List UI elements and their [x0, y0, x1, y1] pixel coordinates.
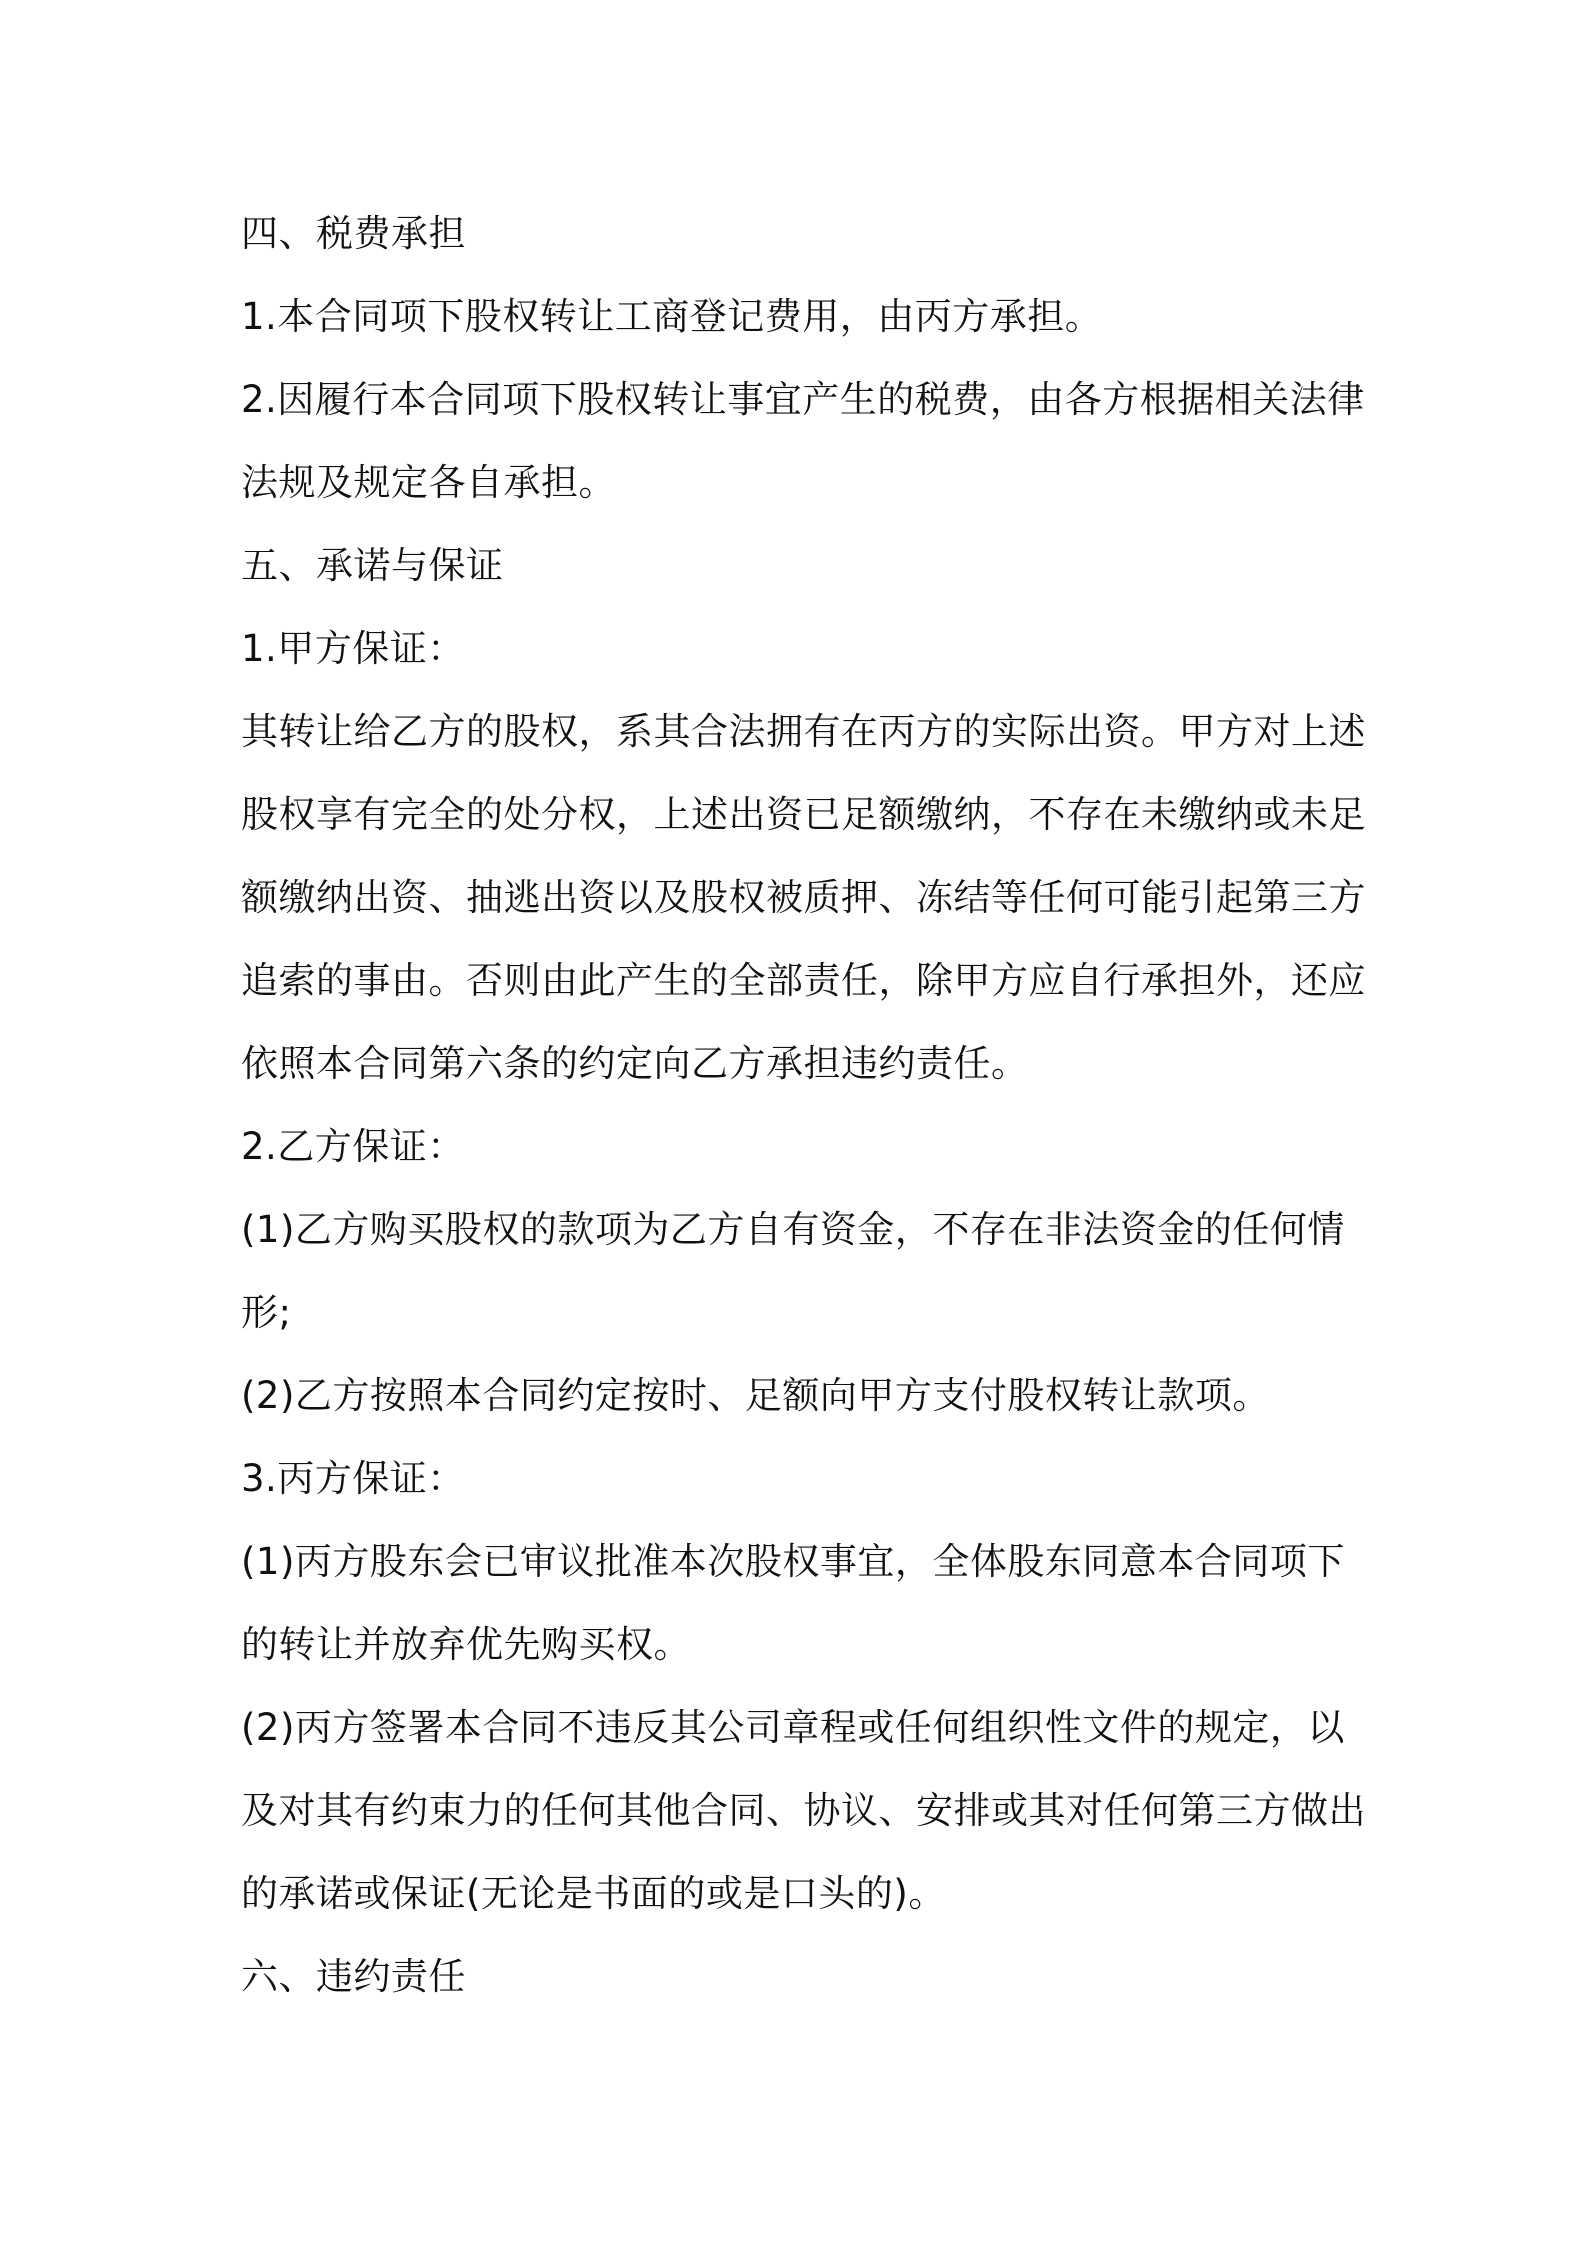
clause-5-3-2-line-2: 及对其有约束力的任何其他合同、协议、安排或其对任何第三方做出 [241, 1789, 1366, 1832]
clause-4-2-line-2: 法规及规定各自承担。 [241, 461, 616, 504]
clause-5-2-1-line-2: 形; [241, 1291, 292, 1334]
clause-5-1-line-1: 其转让给乙方的股权，系其合法拥有在丙方的实际出资。甲方对上述 [241, 710, 1366, 753]
clause-5-2-heading: 2.乙方保证： [241, 1125, 465, 1168]
clause-5-2-1-line-1: (1)乙方购买股权的款项为乙方自有资金，不存在非法资金的任何情 [241, 1208, 1345, 1251]
clause-5-3-1-line-1: (1)丙方股东会已审议批准本次股权事宜，全体股东同意本合同项下 [241, 1540, 1345, 1583]
clause-4-1: 1.本合同项下股权转让工商登记费用，由丙方承担。 [241, 295, 1103, 338]
clause-5-1-heading: 1.甲方保证： [241, 627, 465, 670]
clause-5-2-2: (2)乙方按照本合同约定按时、足额向甲方支付股权转让款项。 [241, 1374, 1270, 1417]
section-heading-tax: 四、税费承担 [241, 212, 466, 255]
clause-5-3-1-line-2: 的转让并放弃优先购买权。 [241, 1623, 691, 1666]
clause-5-1-line-5: 依照本合同第六条的约定向乙方承担违约责任。 [241, 1042, 1029, 1085]
clause-5-3-heading: 3.丙方保证： [241, 1457, 465, 1500]
section-heading-warranty: 五、承诺与保证 [241, 544, 504, 587]
clause-5-1-line-3: 额缴纳出资、抽逃出资以及股权被质押、冻结等任何可能引起第三方 [241, 876, 1366, 919]
document-body [241, 192, 1366, 2018]
section-heading-breach: 六、违约责任 [241, 1955, 466, 1998]
clause-5-1-line-4: 追索的事由。否则由此产生的全部责任，除甲方应自行承担外，还应 [241, 959, 1366, 1002]
clause-5-1-line-2: 股权享有完全的处分权，上述出资已足额缴纳，不存在未缴纳或未足 [241, 793, 1366, 836]
clause-5-3-2-line-1: (2)丙方签署本合同不违反其公司章程或任何组织性文件的规定，以 [241, 1706, 1345, 1749]
clause-5-3-2-line-3: 的承诺或保证(无论是书面的或是口头的)。 [241, 1872, 946, 1915]
clause-4-2-line-1: 2.因履行本合同项下股权转让事宜产生的税费，由各方根据相关法律 [241, 378, 1365, 421]
